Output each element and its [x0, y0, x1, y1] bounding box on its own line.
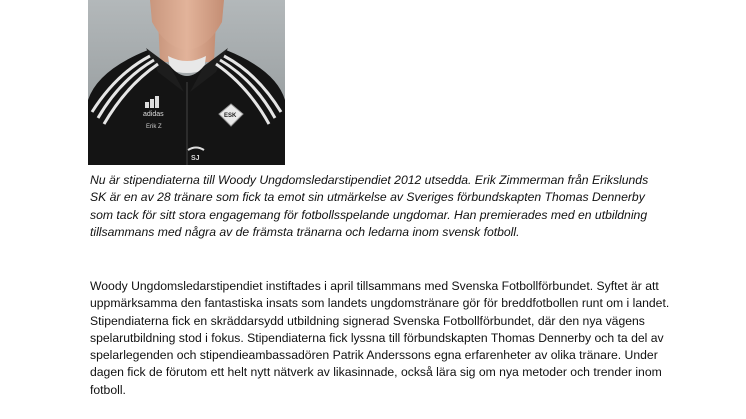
sponsor-text: SJ	[191, 155, 200, 162]
coach-photo	[88, 0, 285, 165]
photo-caption: Nu är stipendiaterna till Woody Ungdomsledarstipendiet 2012 utsedda. Erik Zimmerman från Erikslunds SK är en av 28 tränare som fick ta emot sin utmärkelse av Sveriges förbundskapten Thomas Dennerby som tack för sitt stora engagemang för fotbollsspelande ungdomar. Han premierades med en utbildning tillsammans med några av de främsta tränarna och ledarna inom svensk fotboll.	[90, 173, 649, 239]
article-paragraph: Woody Ungdomsledarstipendiet instiftades i april tillsammans med Svenska Fotbollförbundet. Syftet är att uppmärksamma den fantastiska insats som landets ungdomstränare gör för breddfotbollen runt om i landet. Stipendiaterna fick en skräddarsydd utbildning signerad Svenska Fotbollförbundet, där den nya vägens spelarutbildning stod i fokus. Stipendiaterna fick lyssna till förbundskapten Thomas Dennerby och ta del av spelarlegenden och stipendieambassadören Patrik Anderssons egna erfarenheter av olika tränare. Under dagen fick de förutom ett helt nytt nätverk av likasinnade, också lära sig om nya metoder och trender inom fotboll.	[90, 279, 670, 397]
name-tag-text: Erik Z	[146, 124, 162, 130]
coach-portrait-illustration	[88, 0, 285, 165]
jacket-brand-text: adidas	[143, 111, 164, 118]
club-badge-text: ESK	[224, 113, 237, 119]
